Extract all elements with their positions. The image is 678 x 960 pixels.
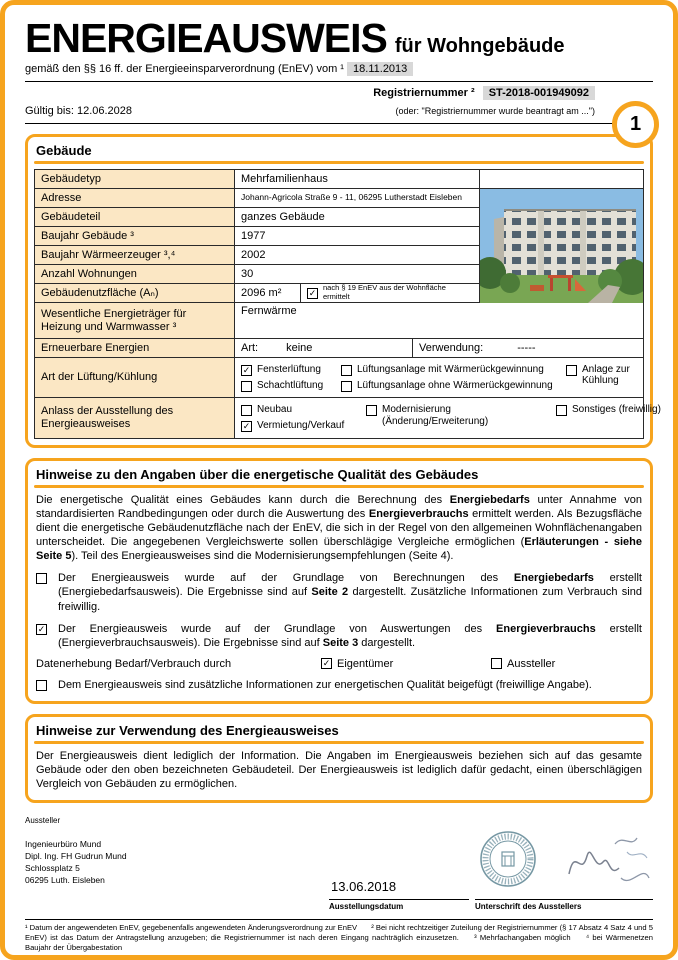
row-value-gebaeudetyp: Mehrfamilienhaus — [235, 170, 480, 188]
registration-number: ST-2018-001949092 — [483, 86, 595, 100]
building-section-rule — [34, 161, 644, 164]
page-number-badge: 1 — [612, 101, 659, 148]
row-label-baujahr-gebaeude: Baujahr Gebäude ³ — [35, 227, 235, 245]
row-label-erneuerbare: Erneuerbare Energien — [35, 339, 235, 357]
checkbox-bedarf-icon — [36, 573, 47, 584]
law-reference-line — [25, 63, 653, 75]
header — [25, 15, 653, 62]
issuer-stamp-icon — [477, 828, 543, 895]
option-label: Vermietung/Verkauf — [257, 420, 345, 431]
data-collection-row — [36, 658, 642, 670]
checkbox-lueftung-ohne-wrg-icon — [341, 381, 352, 392]
table-row — [35, 303, 643, 339]
erneuerbare-art-label: Art: — [241, 341, 259, 354]
option-vermietung — [241, 420, 366, 432]
hint-item-verbrauch — [36, 622, 642, 650]
option-fensterlueftung — [241, 364, 341, 376]
checkbox-issuer-icon — [491, 658, 502, 669]
checkbox-owner-icon: ✓ — [322, 658, 331, 669]
building-photo — [480, 189, 643, 303]
erneuerbare-verwendung-label: Verwendung: — [419, 341, 484, 354]
option-label: Anlage zur Kühlung — [582, 363, 630, 386]
table-row — [35, 170, 643, 189]
option-label: Sonstiges (freiwillig) — [572, 404, 661, 415]
usage-hints-rule — [34, 741, 644, 744]
row-label-anlass: Anlass der Ausstellung des Energieausweises — [35, 398, 235, 438]
hint-item-extra-info — [36, 678, 642, 692]
nutzflaeche-note — [301, 284, 480, 302]
checkbox-extra-info-icon — [36, 680, 47, 691]
row-value-anzahl-wohnungen: 30 — [235, 265, 480, 283]
issue-date-label: Ausstellungsdatum — [329, 899, 469, 911]
option-anlage-kuehlung — [566, 364, 637, 392]
usage-hints-text: Der Energieausweis dient lediglich der Information. Die Angaben im Energieausweis beziehen sich auf das gesamte Gebäude oder den oben bezeichneten Gebäudeteil. Der Energieausweis ist lediglich dafür gedacht, einen überschlägigen Vergleich von Gebäuden zu ermöglichen. — [36, 749, 642, 791]
law-reference-text: gemäß den §§ 16 ff. der Energieeinsparverordnung (EnEV) vom ¹ — [25, 63, 344, 75]
checkbox-schachtlueftung-icon — [241, 381, 252, 392]
option-modernisierung — [366, 404, 556, 432]
valid-until-text: Gültig bis: 12.06.2028 — [25, 105, 133, 117]
option-label: Lüftungsanlage ohne Wärmerückgewinnung — [357, 379, 553, 391]
issue-date: 13.06.2018 — [331, 879, 397, 895]
row-label-gebaeudeteil: Gebäudeteil — [35, 208, 235, 226]
option-label-line2: (Änderung/Erweiterung) — [382, 415, 489, 427]
option-schachtlueftung — [241, 380, 341, 392]
row-value-baujahr-waermeerzeuger: 2002 — [235, 246, 480, 264]
row-label-nutzflaeche: Gebäudenutzfläche (Aₙ) — [35, 284, 235, 302]
option-label: Schachtlüftung — [257, 379, 324, 391]
checkbox-anlage-kuehlung-icon — [566, 365, 577, 376]
quality-hints-title: Hinweise zu den Angaben über die energetische Qualität des Gebäudes — [36, 467, 479, 482]
option-label: Lüftungsanlage mit Wärmerückgewinnung — [357, 363, 544, 375]
option-sonstiges — [556, 404, 661, 416]
row-value-baujahr-gebaeude: 1977 — [235, 227, 480, 245]
option-label: Fensterlüftung — [257, 363, 321, 375]
registration-row — [25, 86, 653, 100]
signature-block — [475, 815, 653, 911]
table-row — [35, 398, 661, 438]
registration-alt-text: (oder: "Registriernummer wurde beantragt am ...") — [395, 106, 595, 116]
document-subtitle: für Wohngebäude — [394, 35, 565, 57]
nutzflaeche-note-text: nach § 19 EnEV aus der Wohnfläche ermittelt — [323, 283, 446, 301]
issuer-block — [25, 815, 329, 911]
erneuerbare-verwendung-cell — [413, 339, 643, 357]
row-value-gebaeudeteil: ganzes Gebäude — [235, 208, 480, 226]
footer — [25, 815, 653, 911]
law-date-highlight: 18.11.2013 — [347, 62, 413, 76]
checkbox-fensterlueftung-icon: ✓ — [242, 364, 251, 375]
issuer-line: Ingenieurbüro Mund — [25, 839, 102, 850]
checkbox-lueftung-mit-wrg-icon — [341, 365, 352, 376]
option-label: Modernisierung — [382, 404, 451, 415]
row-value-adresse: Johann-Agricola Straße 9 - 11, 06295 Lutherstadt Eisleben — [235, 189, 480, 207]
issue-date-block — [329, 815, 469, 911]
quality-hints-section — [25, 458, 653, 704]
quality-hints-rule — [34, 485, 644, 488]
table-row — [35, 339, 643, 358]
option-lueftung-mit-wrg — [341, 364, 566, 376]
row-label-lueftung: Art der Lüftung/Kühlung — [35, 358, 235, 397]
row-label-gebaeudetyp: Gebäudetyp — [35, 170, 235, 188]
row-value-nutzflaeche: 2096 m² — [235, 284, 301, 302]
lueftung-options-cell — [235, 358, 643, 397]
data-collection-label: Datenerhebung Bedarf/Verbrauch durch — [36, 657, 232, 670]
hint-item-text: Dem Energieausweis sind zusätzliche Informationen zur energetischen Qualität beigefügt (freiwillige Angabe). — [58, 678, 592, 691]
usage-hints-title: Hinweise zur Verwendung des Energieausweises — [36, 722, 339, 738]
checkbox-nutzflaeche-note-icon: ✓ — [308, 287, 317, 298]
checkbox-vermietung-icon: ✓ — [242, 421, 251, 431]
issuer-label: Aussteller — [25, 816, 61, 826]
checkbox-verbrauch-icon: ✓ — [37, 623, 46, 634]
hint-item-text: Der Energieausweis wurde auf der Grundlage von Auswertungen des Energieverbrauchs erstellt (Energieverbrauchsausweis). Die Ergebnisse sind auf Seite 3 dargestellt. — [58, 622, 642, 649]
issuer-line: Dipl. Ing. FH Gudrun Mund — [25, 851, 127, 862]
building-photo-image — [480, 189, 643, 303]
usage-hints-section — [25, 714, 653, 803]
row-label-baujahr-waermeerzeuger: Baujahr Wärmeerzeuger ³,⁴ — [35, 246, 235, 264]
registration-label: Registriernummer ² — [373, 87, 475, 99]
footnote-2: ² Bei nicht rechtzeitiger Zuteilung der Registriernummer (§ 17 Absatz 4 Satz 4 und 5 EnEV) ist das Datum der Antragstellung anzugeben; die Registriernummer ist nach deren Eingang nachträglich einzusetzen. — [25, 923, 653, 942]
signature-icon — [561, 832, 653, 897]
building-table — [34, 169, 661, 439]
row-value-energietraeger: Fernwärme — [241, 305, 297, 317]
hint-item-bedarf — [36, 571, 642, 613]
checkbox-neubau-icon — [241, 405, 252, 416]
signature-label: Unterschrift des Ausstellers — [475, 899, 653, 911]
data-collection-issuer — [491, 658, 661, 670]
owner-label: Eigentümer — [337, 657, 394, 670]
erneuerbare-art-cell — [235, 339, 413, 357]
footnotes — [25, 919, 653, 953]
footnote-1: ¹ Datum der angewendeten EnEV, gegebenenfalls angewendeten Änderungsverordnung zur EnEV — [25, 923, 358, 933]
footnote-4: ⁴ bei Wärmenetzen Baujahr der Übergabestation — [25, 932, 653, 952]
row-label-energietraeger: Wesentliche Energieträger für Heizung und Warmwasser ³ — [35, 303, 235, 338]
option-lueftung-ohne-wrg — [341, 380, 566, 392]
issuer-line: 06295 Luth. Eisleben — [25, 874, 105, 885]
anlass-options-grid — [241, 404, 661, 432]
header-divider-top — [25, 81, 653, 82]
issuer-line: Schlossplatz 5 — [25, 863, 80, 874]
checkbox-modernisierung-icon — [366, 405, 377, 416]
table-row — [35, 358, 643, 398]
option-label: Neubau — [257, 404, 293, 415]
footnote-3: ³ Mehrfachangaben möglich — [474, 932, 571, 942]
building-section-title: Gebäude — [36, 143, 92, 158]
document-title: ENERGIEAUSWEIS — [25, 15, 387, 61]
erneuerbare-verwendung-value: ----- — [517, 341, 536, 354]
quality-hints-intro: Die energetische Qualität eines Gebäudes kann durch die Berechnung des Energiebedarfs unter Annahme von standardisierten Randbedingungen oder durch die Auswertung des Energieverbrauchs ermittelt werden. Als Bezugsfläche dient die energetische Gebäudenutzfläche nach der EnEV, die sich in der Regel von den allgemeinen Wohnflächenangaben unterscheidet. Die angegebenen Vergleichswerte sollen überschlägige Vergleiche ermöglichen (Erläuterungen - siehe Seite 5). Teil des Energieausweises sind die Modernisierungsempfehlungen (Seite 4). — [36, 494, 642, 563]
row-label-adresse: Adresse — [35, 189, 235, 207]
lueftung-options-grid — [241, 364, 637, 392]
issuer-option-label: Aussteller — [507, 657, 556, 670]
erneuerbare-art-value: keine — [286, 341, 313, 354]
header-divider-bottom — [25, 123, 653, 124]
row-label-anzahl-wohnungen: Anzahl Wohnungen — [35, 265, 235, 283]
hint-item-text: Der Energieausweis wurde auf der Grundlage von Berechnungen des Energiebedarfs erstellt (Energiebedarfsausweis). Die Ergebnisse sind auf Seite 2 dargestellt. Zusätzliche Informationen zum Verbrauch sind freiwillig. — [58, 572, 642, 613]
anlass-options-cell — [235, 398, 667, 438]
data-collection-owner — [321, 658, 491, 670]
checkbox-sonstiges-icon — [556, 405, 567, 416]
building-section — [25, 134, 661, 448]
option-neubau — [241, 404, 366, 416]
validity-row — [25, 105, 653, 117]
